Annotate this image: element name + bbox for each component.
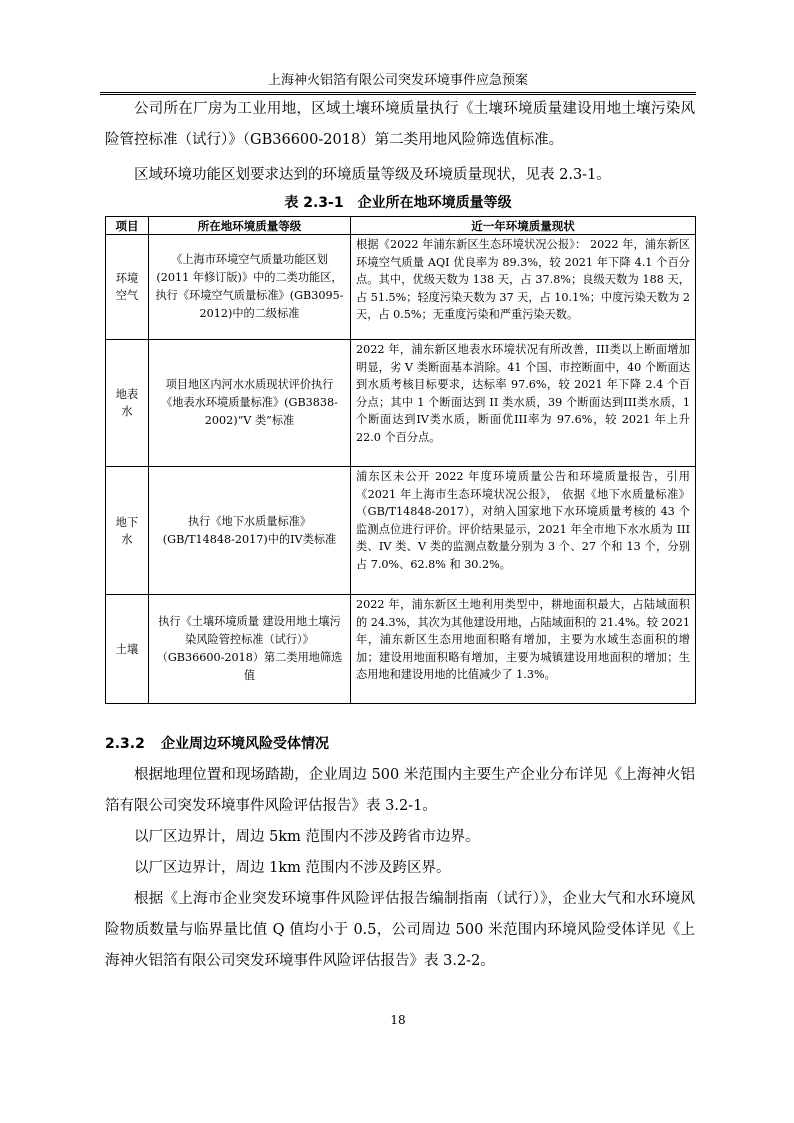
intro-paragraph-2: 区域环境功能区划要求达到的环境质量等级及环境质量现状，见表 2.3-1。 [134,167,611,183]
row-item: 地表水 [106,340,149,467]
page-header: 上海神火铝箔有限公司突发环境事件应急预案 [267,73,528,88]
table-row [106,595,696,704]
section-number: 2.3.2 [105,736,145,752]
row-standard: 执行《土壤环境质量 建设用地土壤污染风险管控标准（试行）》（GB36600-2018）第二类用地筛选值 [149,595,351,704]
header-standard: 所在地环境质量等级 [149,217,351,235]
environment-quality-table [105,216,696,704]
table-header-row [106,217,696,235]
body-paragraph-2: 以厂区边界计，周边 5km 范围内不涉及跨省市边界。 [134,829,480,845]
row-status: 2022 年，浦东新区土地利用类型中，耕地面积最大，占陆域面积的 24.3%，其次为其他建设用地，占陆域面积的 21.4%。较 2021 年，浦东新区生态用地面积略有增加，主要为水域生态面积的增加；建设用地面积略有增加，主要为城镇建设用地面积的增加；生态用地和建设用地的比值减少了 1.3%。 [351,595,696,704]
table-row [106,235,696,340]
body-paragraph-4: 根据《上海市企业突发环境事件风险评估报告编制指南（试行）》，企业大气和水环境风险物质数量与临界量比值 Q 值均小于 0.5，公司周边 500 米范围内环境风险受体详见《上海神火铝箔有限公司突发环境事件风险评估报告》表 3.2-2。 [105,891,695,969]
header-item: 项目 [106,217,149,235]
table-caption: 表 2.3-1 企业所在地环境质量等级 [284,195,512,211]
section-title: 企业周边环境风险受体情况 [161,736,329,752]
page-number: 18 [390,1013,406,1027]
row-item: 环境空气 [106,235,149,340]
row-item: 地下水 [106,467,149,595]
header-status: 近一年环境质量现状 [351,217,696,235]
row-item: 土壤 [106,595,149,704]
table-row [106,340,696,467]
row-status: 2022 年，浦东新区地表水环境状况有所改善，III类以上断面增加明显，劣 V 类断面基本消除。41 个国、市控断面中，40 个断面达到水质考核目标要求，达标率 97.6%，较 2021 年下降 2.4 个百分点；其中 1 个断面达到 II 类水质，39 个断面达到III类水质，1 个断面达到IV类水质，断面优III率为 97.6%，较 2021 年上升 22.0 个百分点。 [351,340,696,467]
body-paragraph-1: 根据地理位置和现场踏勘，企业周边 500 米范围内主要生产企业分布详见《上海神火铝箔有限公司突发环境事件风险评估报告》表 3.2-1。 [105,767,695,814]
row-standard: 执行《地下水质量标准》(GB/T14848-2017)中的IV类标准 [149,467,351,595]
row-status: 根据《2022 年浦东新区生态环境状况公报》： 2022 年，浦东新区环境空气质量 AQI 优良率为 89.3%，较 2021 年下降 4.1 个百分点。其中，优级天数为 138 天，占 37.8%；良级天数为 188 天，占 51.5%；轻度污染天数为 37 天，占 10.1%；中度污染天数为 2 天，占 0.5%；无重度污染和严重污染天数。 [351,235,696,340]
row-standard: 项目地区内河水水质现状评价执行《地表水环境质量标准》(GB3838-2002)“V 类”标准 [149,340,351,467]
table-row [106,467,696,595]
body-paragraph-3: 以厂区边界计，周边 1km 范围内不涉及跨区界。 [134,860,451,876]
section-heading [105,733,329,753]
row-status: 浦东区未公开 2022 年度环境质量公告和环境质量报告，引用《2021 年上海市生态环境状况公报》， 依据《地下水质量标准》（GB/T14848-2017），对纳入国家地下水环境质量考核的 43 个监测点位进行评价。评价结果显示，2021 年全市地下水水质为 III 类、IV 类、V 类的监测点数量分别为 3 个、27 个和 13 个，分别占 7.0%、62.8% 和 30.2%。 [351,467,696,595]
row-standard: 《上海市环境空气质量功能区划(2011 年修订版)》中的二类功能区，执行《环境空气质量标准》(GB3095-2012)中的二级标准 [149,235,351,340]
intro-paragraph-1: 公司所在厂房为工业用地，区域土壤环境质量执行《土壤环境质量建设用地土壤污染风险管控标准（试行）》（GB36600-2018）第二类用地风险筛选值标准。 [105,101,695,148]
